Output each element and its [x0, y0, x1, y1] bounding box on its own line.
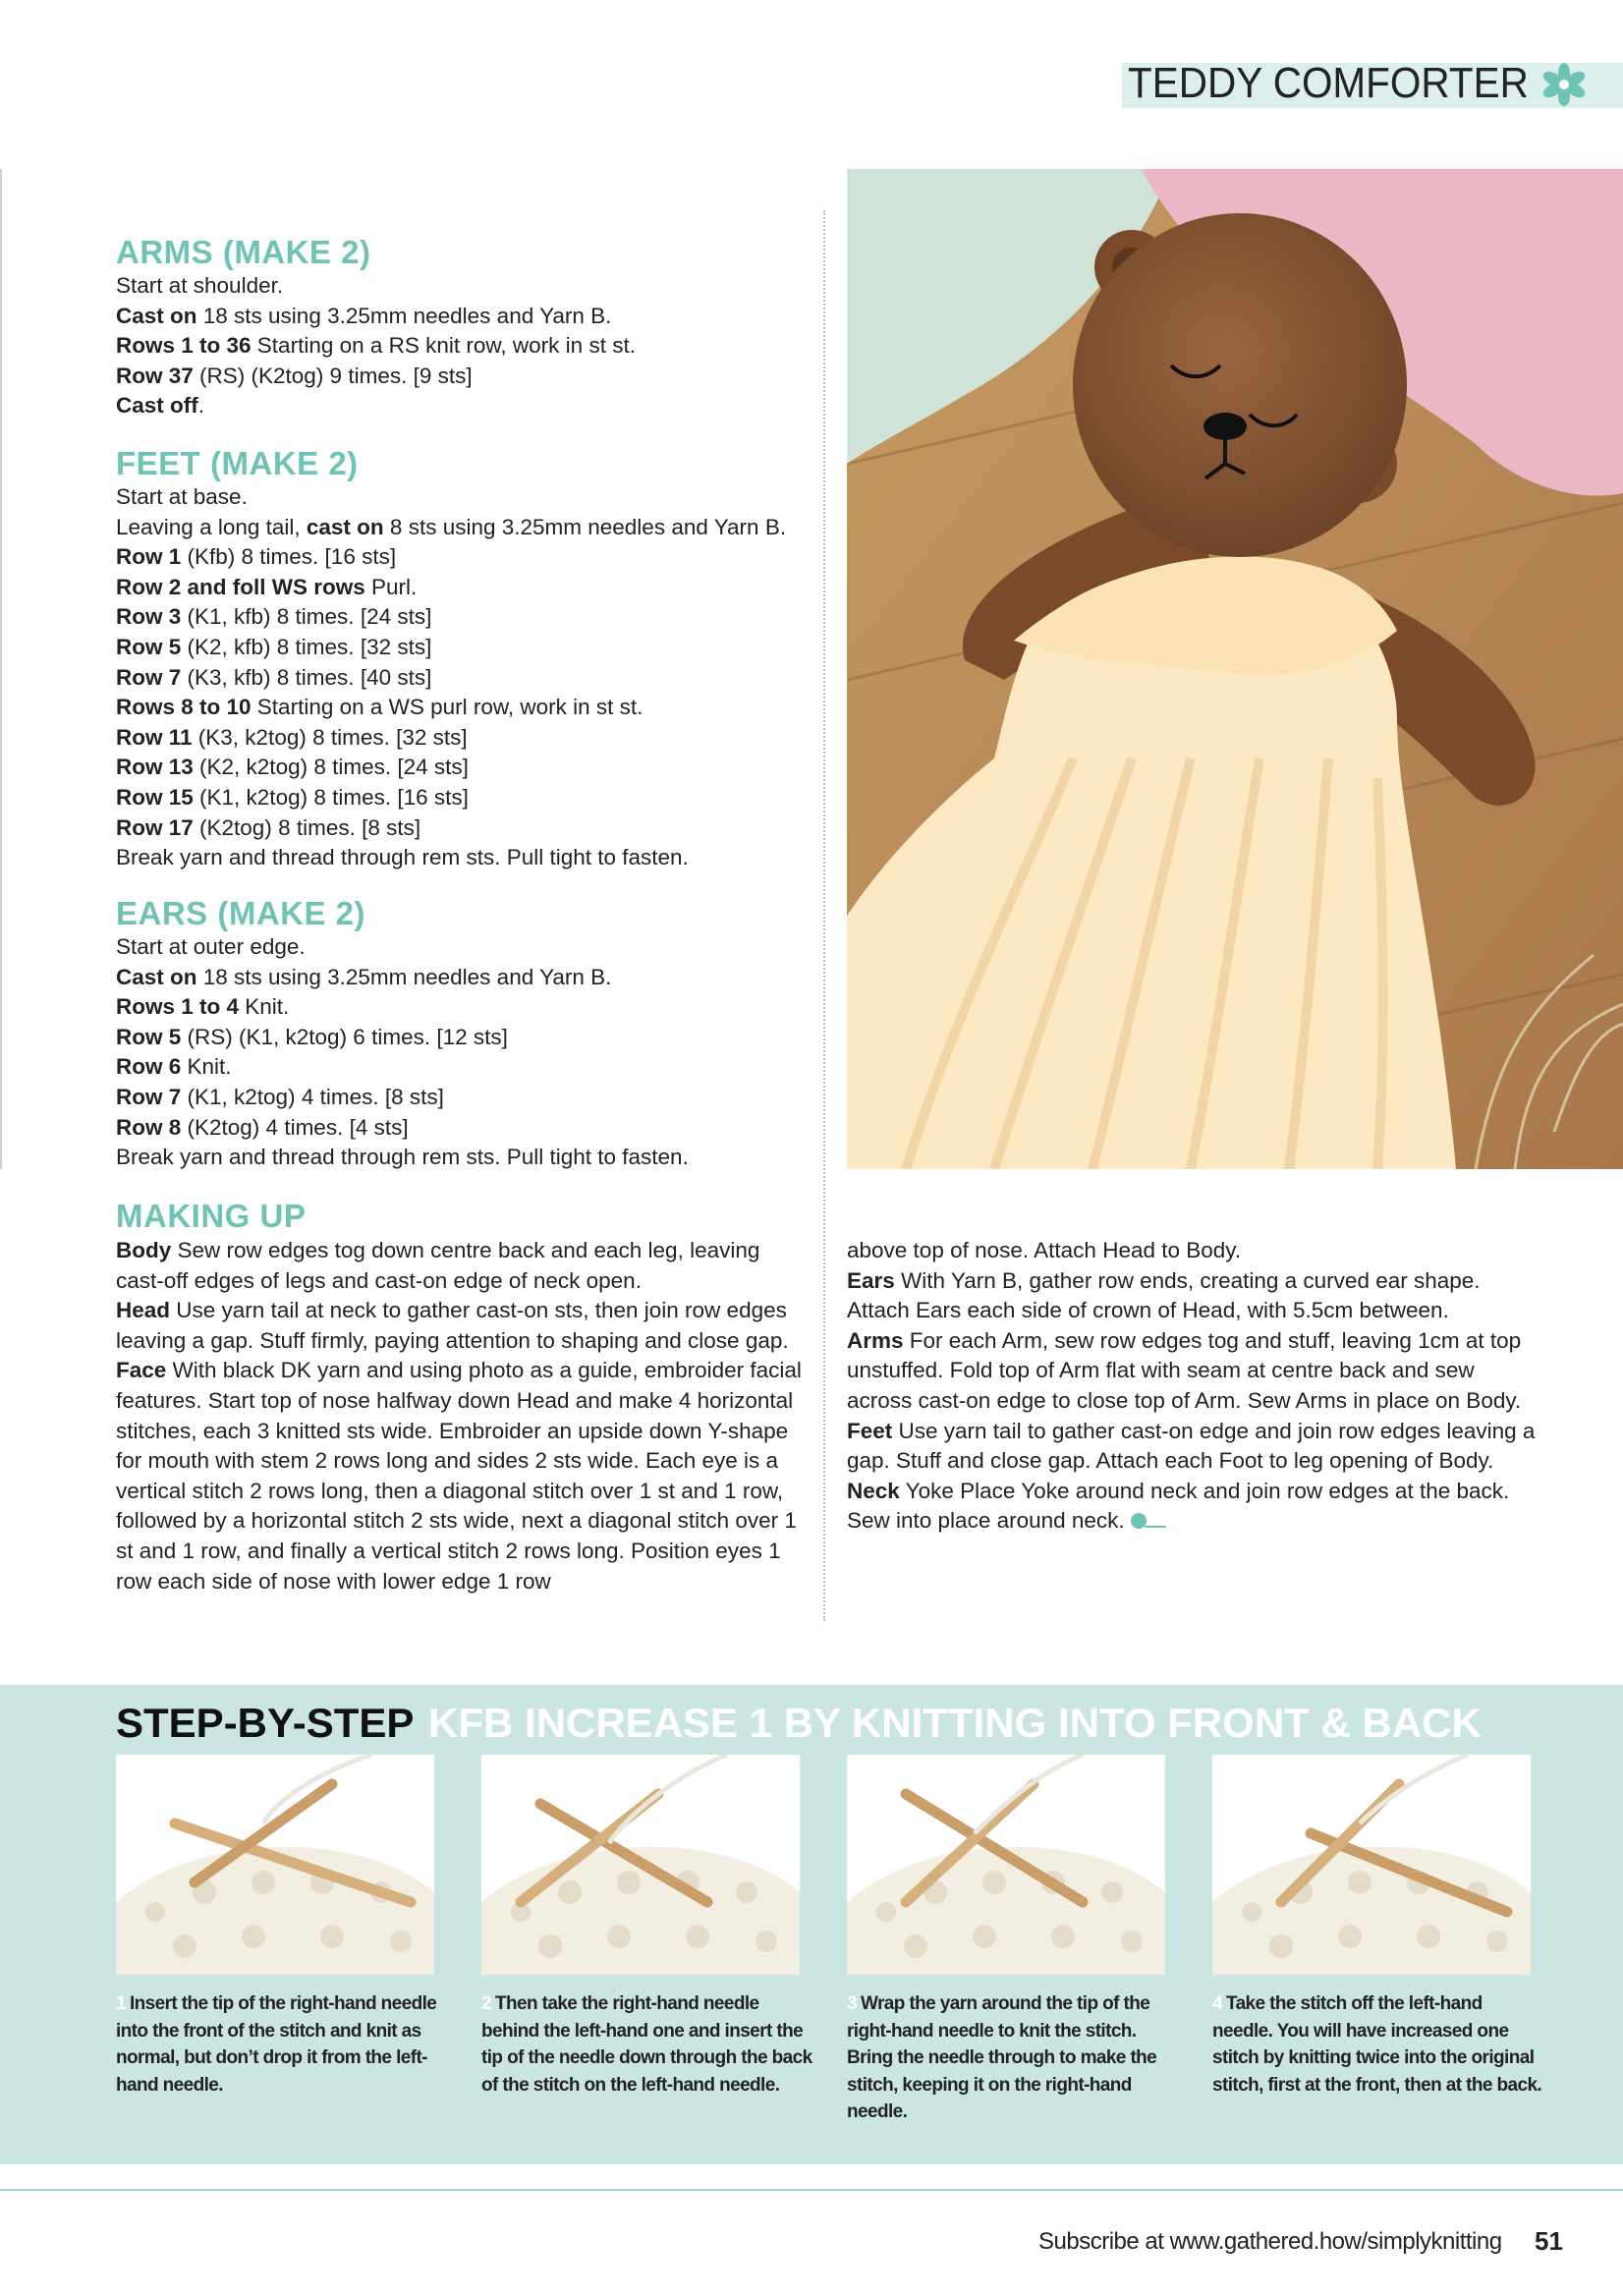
feet-line: Start at base.: [116, 484, 248, 509]
arms-line: Cast off.: [116, 393, 205, 419]
ears-instructions: [116, 932, 823, 1173]
step-3-photo: [847, 1755, 1165, 1975]
making-up-paragraph: Body Sew row edges tog down centre back and each leg, leaving cast-off edges of legs and cast-on edge of neck open.: [116, 1238, 760, 1293]
arms-line: Row 37 (RS) (K2tog) 9 times. [9 sts]: [116, 363, 473, 388]
step-1-photo: [116, 1755, 434, 1975]
step-1-text: Insert the tip of the right-hand needle into the front of the stitch and knit as normal, but don’t drop it from the left-hand needle.: [116, 1993, 437, 2096]
ears-section: [116, 895, 823, 1173]
step-2-photo: [481, 1755, 800, 1975]
step-by-step-heading: STEP-BY-STEP: [116, 1700, 415, 1746]
making-up-paragraph: Arms For each Arm, sew row edges tog and stuff, leaving 1cm at top unstuffed. Fold top of Arm flat with seam at centre back and sew across cast-on edge to close top of Arm. Sew Arms in place on Body.: [847, 1327, 1522, 1413]
making-up-paragraph: Neck Yoke Place Yoke around neck and join row edges at the back. Sew into place around neck.: [847, 1478, 1510, 1534]
step-4-text: Take the stitch off the left-hand needle. You will have increased one stitch by knitting twice into the original stitch, first at the front, then at the back.: [1212, 1993, 1542, 2096]
feet-instructions: [116, 482, 823, 873]
arms-line: Start at shoulder.: [116, 273, 284, 298]
step-3-caption: [847, 1990, 1181, 2126]
feet-line: Row 7 (K3, kfb) 8 times. [40 sts]: [116, 664, 432, 690]
making-up-left-column: [116, 1236, 813, 1596]
subscribe-link[interactable]: Subscribe at www.gathered.how/simplyknitting: [1038, 2228, 1502, 2255]
ears-line: Start at outer edge.: [116, 934, 306, 959]
ears-line: Row 7 (K1, k2tog) 4 times. [8 sts]: [116, 1084, 444, 1109]
feet-line: Row 11 (K3, k2tog) 8 times. [32 sts]: [116, 724, 468, 750]
flower-icon: [1542, 63, 1586, 106]
feet-line: Row 3 (K1, kfb) 8 times. [24 sts]: [116, 604, 432, 630]
feet-line: Row 2 and foll WS rows Purl.: [116, 574, 418, 599]
ears-line: Cast on 18 sts using 3.25mm needles and Yarn B.: [116, 964, 612, 989]
ears-line: Break yarn and thread through rem sts. Pull tight to fasten.: [116, 1145, 689, 1170]
teddy-photo: [847, 169, 1623, 1169]
ears-heading: EARS (MAKE 2): [116, 895, 366, 931]
step-by-step-subheading: KFB INCREASE 1 BY KNITTING INTO FRONT & BACK: [428, 1700, 1482, 1746]
ears-line: Rows 1 to 4 Knit.: [116, 994, 290, 1020]
step-1-caption: [116, 1990, 450, 2099]
step-4-number: 4: [1212, 1993, 1222, 2014]
feet-heading: FEET (MAKE 2): [116, 445, 359, 481]
making-up-paragraph: above top of nose. Attach Head to Body.: [847, 1238, 1242, 1262]
arms-section: [116, 234, 823, 421]
step-3-text: Wrap the yarn around the tip of the right-hand needle to knit the stitch. Bring the needle through to make the stitch, keeping it on the right-hand needle.: [847, 1993, 1157, 2122]
feet-line: Row 5 (K2, kfb) 8 times. [32 sts]: [116, 634, 432, 659]
feet-line: Row 15 (K1, k2tog) 8 times. [16 sts]: [116, 784, 469, 810]
making-up-paragraph: Feet Use yarn tail to gather cast-on edge and join row edges leaving a gap. Stuff and close gap. Attach each Foot to leg opening of Body.: [847, 1418, 1536, 1474]
column-divider: [823, 210, 825, 1621]
yarn-ball-end-icon: [1129, 1511, 1168, 1533]
ears-line: Row 6 Knit.: [116, 1054, 232, 1080]
feet-section: [116, 445, 823, 873]
step-2-text: Then take the right-hand needle behind the left-hand one and insert the tip of the needle down through the back of the stitch on the left-hand needle.: [481, 1993, 812, 2096]
footer-rule: [0, 2189, 1623, 2191]
step-1-number: 1: [116, 1993, 126, 2014]
arms-instructions: [116, 271, 823, 421]
ears-line: Row 8 (K2tog) 4 times. [4 sts]: [116, 1114, 409, 1140]
arms-line: Cast on 18 sts using 3.25mm needles and Yarn B.: [116, 303, 612, 328]
making-up-paragraph: Face With black DK yarn and using photo as a guide, embroider facial features. Start top of nose halfway down Head and make 4 horizontal stitches, each 3 knitted sts wide. Embroider an upside down Y-shape for mouth with stem 2 rows long and sides 2 sts wide. Each eye is a vertical stitch 2 rows long, then a diagonal stitch over 1 st and 1 row, followed by a horizontal stitch 2 sts wide, next a diagonal stitch over 1 st and 1 row, and finally a vertical stitch 2 rows long. Position eyes 1 row each side of nose with lower edge 1 row: [116, 1358, 802, 1594]
step-3-number: 3: [847, 1993, 857, 2014]
step-2-caption: [481, 1990, 815, 2099]
making-up-right-column: [847, 1236, 1544, 1537]
making-up-paragraph: Head Use yarn tail at neck to gather cast-on sts, then join row edges leaving a gap. Stuff firmly, paying attention to shaping and close gap.: [116, 1298, 789, 1353]
feet-line: Row 17 (K2tog) 8 times. [8 sts]: [116, 814, 421, 840]
step-4-photo: [1212, 1755, 1531, 1975]
page-edge-rule: [0, 169, 2, 1169]
making-up-paragraph: Ears With Yarn B, gather row ends, creating a curved ear shape. Attach Ears each side of crown of Head, with 5.5cm between.: [847, 1267, 1481, 1323]
step-4-caption: [1212, 1990, 1546, 2099]
feet-line: Break yarn and thread through rem sts. Pull tight to fasten.: [116, 845, 689, 870]
step-2-number: 2: [481, 1993, 491, 2014]
ears-line: Row 5 (RS) (K1, k2tog) 6 times. [12 sts]: [116, 1024, 508, 1049]
page-number: 51: [1535, 2226, 1563, 2256]
page-title: TEDDY COMFORTER: [1128, 59, 1529, 107]
arms-heading: ARMS (MAKE 2): [116, 234, 371, 270]
feet-line: Leaving a long tail, cast on 8 sts using 3.25mm needles and Yarn B.: [116, 514, 787, 539]
arms-line: Rows 1 to 36 Starting on a RS knit row, work in st st.: [116, 333, 636, 359]
feet-line: Row 1 (Kfb) 8 times. [16 sts]: [116, 544, 397, 570]
making-up-heading: MAKING UP: [116, 1198, 307, 1234]
feet-line: Rows 8 to 10 Starting on a WS purl row, work in st st.: [116, 695, 644, 720]
feet-line: Row 13 (K2, k2tog) 8 times. [24 sts]: [116, 755, 469, 780]
